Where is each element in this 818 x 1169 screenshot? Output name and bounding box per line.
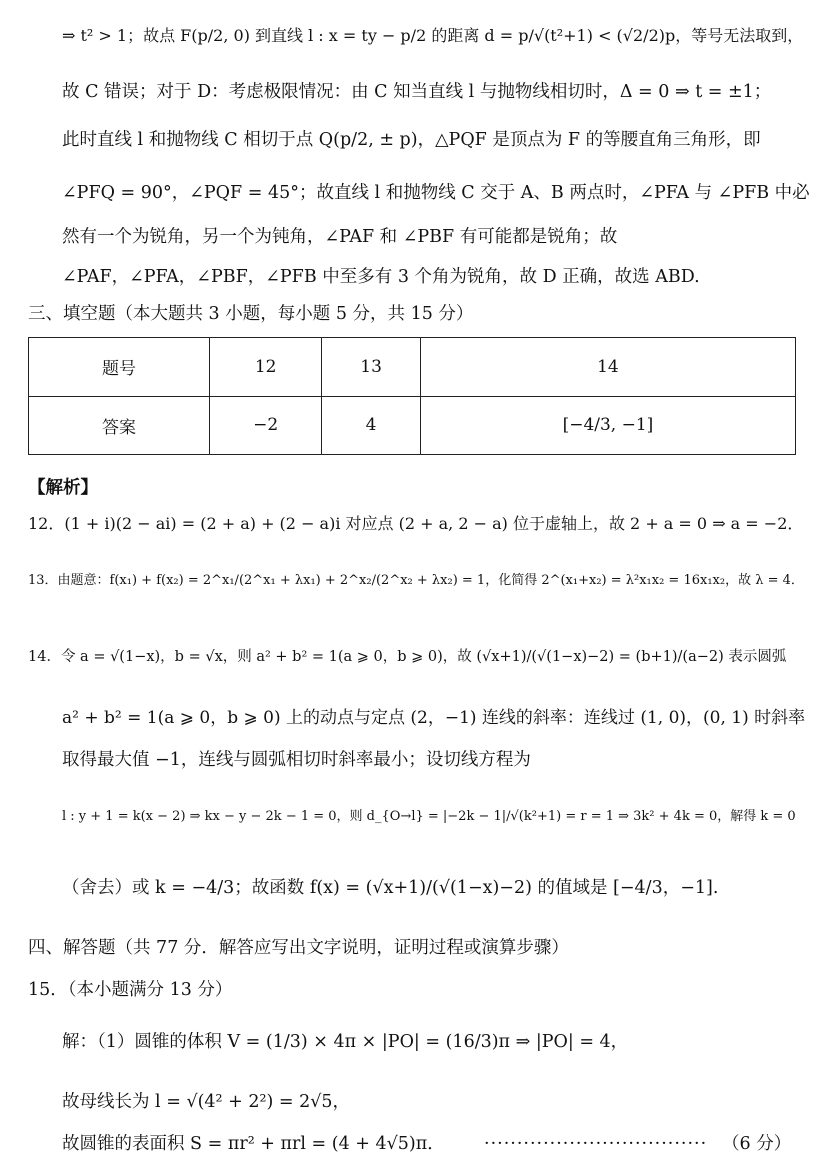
table-cell: 13 bbox=[322, 338, 421, 397]
section-4-title: 四、解答题（共 77 分．解答应写出文字说明，证明过程或演算步骤） bbox=[28, 938, 569, 958]
text-line-3: 此时直线 l 和抛物线 C 相切于点 Q(p/2, ± p)，△PQF 是顶点为 F 的等腰直角三角形，即 bbox=[62, 130, 761, 150]
table-cell: 题号 bbox=[29, 338, 210, 397]
text-line-6: ∠PAF，∠PFA，∠PBF，∠PFB 中至多有 3 个角为锐角，故 D 正确，故选 ABD. bbox=[62, 267, 700, 287]
solution-q14-line-2: a² + b² = 1(a ⩾ 0，b ⩾ 0) 上的动点与定点 (2，−1) 连线的斜率：连线过 (1, 0)，(0, 1) 时斜率 bbox=[62, 708, 806, 728]
solution-15-line-2: 故母线长为 l = √(4² + 2²) = 2√5， bbox=[62, 1092, 351, 1112]
table-cell: 12 bbox=[210, 338, 322, 397]
score-leader-dots bbox=[484, 1136, 707, 1154]
question-15-title: 15．（本小题满分 13 分） bbox=[28, 980, 233, 1000]
table-row bbox=[29, 338, 796, 397]
solution-q14-line-5: （舍去）或 k = −4/3；故函数 f(x) = (√x+1)/(√(1−x)−2) 的值域是 [−4/3，−1]. bbox=[62, 878, 719, 898]
text-line-1: ⇒ t² > 1；故点 F(p/2, 0) 到直线 l : x = ty − p/2 的距离 d = p/√(t²+1) < (√2/2)p，等号无法取到， bbox=[62, 26, 804, 45]
solution-15-line-3: 故圆锥的表面积 S = πr² + πrl = (4 + 4√5)π． bbox=[62, 1134, 445, 1154]
answer-table bbox=[28, 337, 796, 455]
leader-dots: ·································· bbox=[484, 1134, 708, 1154]
solution-q14-line-1: 14．令 a = √(1−x)，b = √x，则 a² + b² = 1(a ⩾ 0，b ⩾ 0)，故 (√x+1)/(√(1−x)−2) = (b+1)/(a−2) 表示圆弧 bbox=[28, 649, 787, 665]
text-line-2: 故 C 错误；对于 D：考虑极限情况：由 C 知当直线 l 与抛物线相切时，Δ = 0 ⇒ t = ±1； bbox=[62, 82, 772, 102]
table-cell: [−4/3, −1] bbox=[420, 396, 795, 455]
text-line-5: 然有一个为锐角，另一个为钝角，∠PAF 和 ∠PBF 有可能都是锐角；故 bbox=[62, 227, 618, 247]
solution-15-line-1: 解：（1）圆锥的体积 V = (1/3) × 4π × |PO| = (16/3)π ⇒ |PO| = 4， bbox=[62, 1032, 629, 1052]
table-cell: −2 bbox=[210, 396, 322, 455]
table-cell: 14 bbox=[420, 338, 795, 397]
table-row bbox=[29, 396, 796, 455]
score-label: （6 分） bbox=[722, 1134, 792, 1154]
solution-q13: 13．由题意：f(x₁) + f(x₂) = 2^x₁/(2^x₁ + λx₁) + 2^x₂/(2^x₂ + λx₂) = 1，化简得 2^(x₁+x₂) = λ²x₁x₂ = 16x₁x₂，故 λ = 4． bbox=[28, 573, 804, 588]
solution-q14-line-4: l : y + 1 = k(x − 2) ⇒ kx − y − 2k − 1 = 0，则 d_{O→l} = |−2k − 1|/√(k²+1) = r = 1 ⇒ 3k² + 4k = 0，解得 k = 0 bbox=[62, 809, 796, 824]
table-cell: 4 bbox=[322, 396, 421, 455]
analysis-heading: 【解析】 bbox=[28, 478, 98, 498]
solution-q14-line-3: 取得最大值 −1，连线与圆弧相切时斜率最小；设切线方程为 bbox=[62, 750, 531, 770]
section-3-title: 三、填空题（本大题共 3 小题，每小题 5 分，共 15 分） bbox=[28, 304, 474, 324]
text-line-4: ∠PFQ = 90°，∠PQF = 45°；故直线 l 和抛物线 C 交于 A、B 两点时，∠PFA 与 ∠PFB 中必 bbox=[62, 183, 810, 203]
table-cell: 答案 bbox=[29, 396, 210, 455]
solution-q12: 12．(1 + i)(2 − ai) = (2 + a) + (2 − a)i 对应点 (2 + a, 2 − a) 位于虚轴上，故 2 + a = 0 ⇒ a = −2． bbox=[28, 514, 804, 533]
